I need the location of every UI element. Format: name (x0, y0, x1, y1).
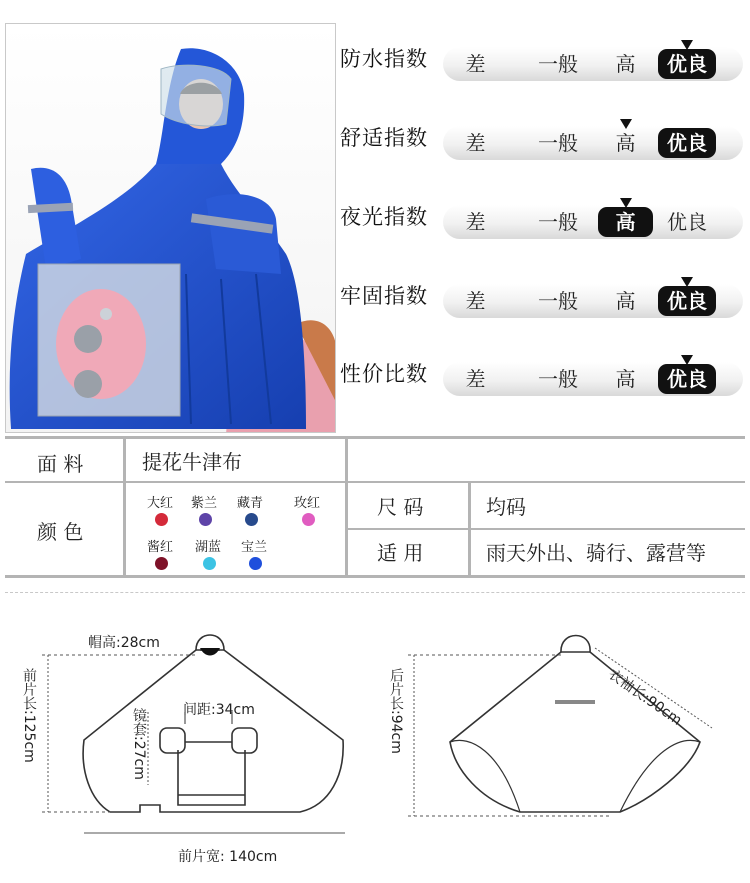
rating-level: 高 (615, 131, 636, 155)
rating-level: 高 (615, 52, 636, 76)
rating-level: 一般 (538, 289, 578, 313)
color-name: 藏青 (237, 496, 264, 511)
rating-scale (443, 284, 743, 318)
table-divider (468, 481, 471, 578)
rating-level-selected: 优良 (658, 364, 716, 394)
rating-label: 防水指数 (340, 47, 428, 71)
rating-marker-arrow-icon (681, 277, 693, 287)
fabric-value: 提花牛津布 (142, 450, 242, 474)
color-swatch (302, 513, 315, 526)
back-length-label: 后片长:94cm (388, 668, 404, 754)
sleeve-length-label: 衣袖长:90cm (605, 666, 685, 729)
rating-label: 夜光指数 (340, 205, 428, 229)
color-name: 酱红 (147, 540, 174, 555)
rating-marker-arrow-icon (681, 355, 693, 365)
rating-level: 差 (465, 367, 486, 391)
back-dimension-lines (408, 648, 712, 816)
use-value: 雨天外出、骑行、露营等 (486, 541, 706, 565)
rating-label: 牢固指数 (340, 284, 428, 308)
rating-scale (443, 205, 743, 239)
front-width-label: 前片宽: 140cm (178, 849, 278, 865)
rating-level-selected: 高 (598, 207, 653, 237)
table-divider (347, 528, 745, 530)
fabric-label: 面 料 (37, 452, 84, 476)
color-name: 湖蓝 (195, 540, 222, 555)
size-label: 尺 码 (377, 495, 424, 519)
rating-marker-arrow-icon (681, 40, 693, 50)
raincoat-illustration (6, 24, 336, 433)
table-divider (5, 481, 745, 483)
color-swatch (199, 513, 212, 526)
rating-scale (443, 362, 743, 396)
front-length-label: 前片长:125cm (21, 668, 37, 763)
rating-level-selected: 优良 (658, 49, 716, 79)
spec-table (5, 436, 745, 578)
hat-height-label: 帽高:28cm (88, 635, 160, 651)
rating-level: 优良 (667, 210, 707, 234)
color-name: 紫兰 (191, 496, 218, 511)
rating-marker-arrow-icon (620, 198, 632, 208)
rating-level-selected: 优良 (658, 128, 716, 158)
use-label: 适 用 (377, 541, 424, 565)
rating-level: 差 (465, 289, 486, 313)
rating-level: 差 (465, 210, 486, 234)
color-swatch (155, 557, 168, 570)
table-divider (123, 436, 126, 578)
rating-row (338, 270, 750, 320)
rating-level: 差 (465, 52, 486, 76)
rating-level: 差 (465, 131, 486, 155)
back-reflective-strip (555, 700, 595, 704)
front-piece-outline (83, 635, 343, 812)
front-dimension-lines (42, 655, 345, 833)
color-name: 宝兰 (241, 540, 268, 555)
rating-marker-arrow-icon (620, 119, 632, 129)
product-photo (5, 23, 336, 433)
rating-scale (443, 126, 743, 160)
mirror-gap-label: 间距:34cm (183, 702, 255, 718)
rating-row (338, 348, 750, 398)
hood-shadow (200, 648, 220, 656)
rating-level: 一般 (538, 367, 578, 391)
rating-level: 高 (615, 367, 636, 391)
rating-level: 一般 (538, 131, 578, 155)
size-diagrams (0, 600, 750, 883)
color-name: 玫红 (294, 496, 321, 511)
table-divider (5, 575, 745, 578)
color-swatch (203, 557, 216, 570)
color-label: 颜 色 (37, 520, 84, 544)
rating-row (338, 191, 750, 241)
back-piece-outline (450, 636, 700, 813)
mirror-cover-label: 镜套:27cm (131, 708, 147, 780)
color-swatch (155, 513, 168, 526)
rating-row (338, 33, 750, 83)
rating-row (338, 112, 750, 162)
rating-level: 一般 (538, 210, 578, 234)
rating-level: 高 (615, 289, 636, 313)
dashed-separator (5, 592, 745, 593)
rating-label: 性价比数 (340, 362, 428, 386)
size-value: 均码 (486, 495, 526, 519)
rating-label: 舒适指数 (340, 126, 428, 150)
rating-scale (443, 47, 743, 81)
color-swatch (245, 513, 258, 526)
rating-level-selected: 优良 (658, 286, 716, 316)
color-name: 大红 (147, 496, 174, 511)
table-divider (345, 436, 348, 578)
table-divider (5, 436, 745, 439)
color-swatch (249, 557, 262, 570)
rating-level: 一般 (538, 52, 578, 76)
